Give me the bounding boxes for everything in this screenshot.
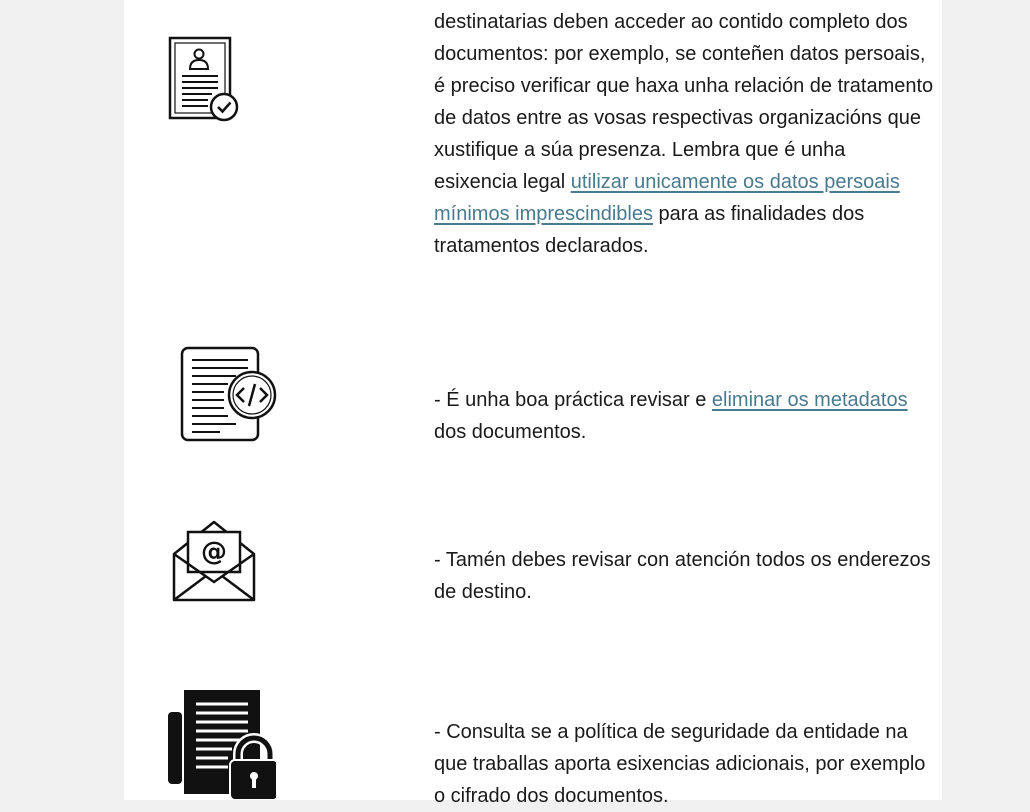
section-text-end: para as finalidades dos tratamentos declarados. bbox=[434, 203, 865, 257]
section-text bbox=[434, 716, 934, 812]
certificate-document-icon bbox=[168, 36, 240, 122]
svg-text:@: @ bbox=[201, 537, 227, 567]
email-at-envelope-icon bbox=[172, 518, 256, 604]
section-text-end: dos documentos. bbox=[434, 421, 587, 443]
section-security-policy bbox=[124, 672, 942, 807]
section-text bbox=[434, 6, 934, 262]
section-text-start: destinatarias deben acceder ao contido completo dos documentos: por exemplo, se conteñen datos persoais, é preciso verificar que haxa unha relación de tratamento de datos entre as vosas respectivas organizacións que xustifique a súa presenza. Lembra que é unha esixencia legal bbox=[434, 11, 934, 193]
document-code-icon bbox=[180, 346, 280, 444]
section-text bbox=[434, 384, 934, 448]
remove-metadata-link[interactable]: eliminar os metadatos bbox=[711, 389, 908, 411]
section-personal-data bbox=[124, 0, 942, 300]
section-recipients bbox=[124, 500, 942, 640]
section-text-start: - É unha boa práctica revisar e bbox=[434, 389, 712, 411]
section-metadata bbox=[124, 330, 942, 470]
section-text-start: - Tamén debes revisar con atención todos os enderezos de destino. bbox=[434, 549, 931, 603]
data-minimization-link[interactable]: utilizar unicamente os datos persoais mínimos imprescindibles bbox=[434, 171, 900, 225]
section-text bbox=[434, 544, 934, 608]
locked-document-icon bbox=[168, 690, 276, 800]
page-background bbox=[16, 0, 942, 807]
content-panel bbox=[124, 0, 942, 807]
section-text-start: - Consulta se a política de seguridade da entidade na que traballas aporta esixencias adicionais, por exemplo o cifrado dos documentos. bbox=[434, 721, 926, 807]
